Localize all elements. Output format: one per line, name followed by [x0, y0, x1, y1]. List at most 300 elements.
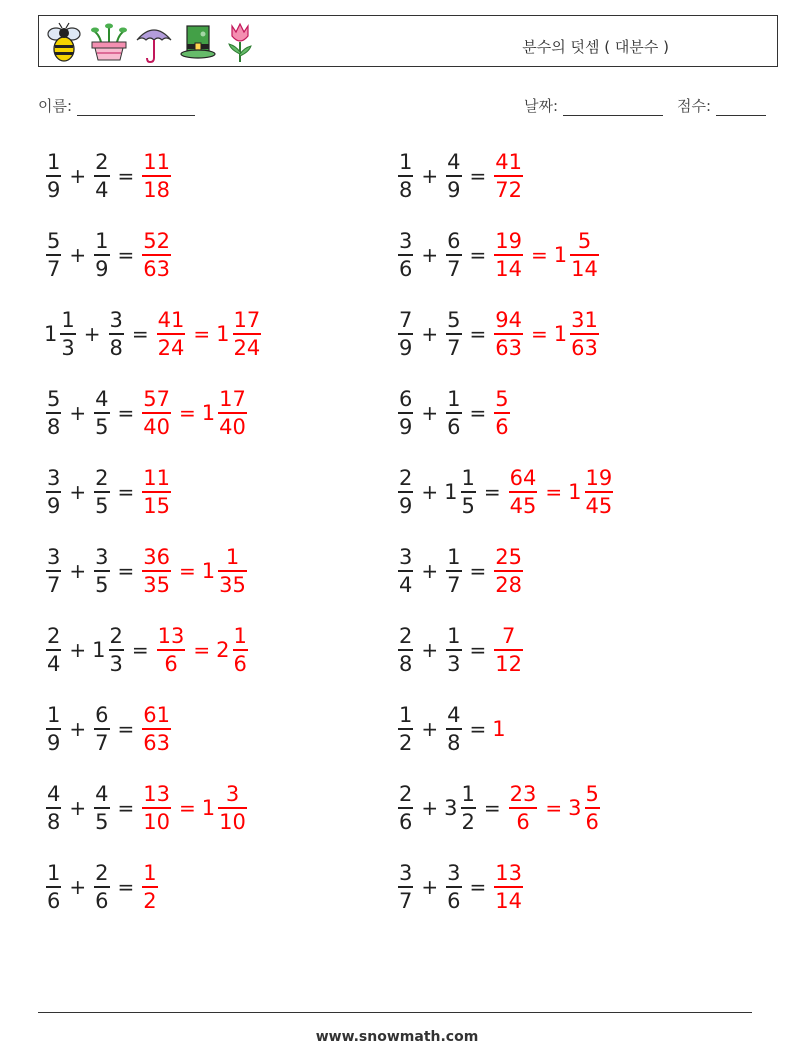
mixed-number	[44, 467, 63, 517]
fraction	[570, 309, 599, 359]
fraction	[398, 230, 413, 280]
numerator: 6	[399, 387, 413, 412]
equals-sign: =	[469, 717, 487, 741]
fraction-bar	[509, 807, 538, 809]
fraction-bar	[46, 649, 61, 651]
fraction	[446, 862, 461, 912]
score-field	[677, 95, 766, 116]
answer	[492, 309, 601, 359]
mixed-number	[396, 151, 415, 201]
plus-sign: +	[69, 875, 87, 899]
equals-sign: =	[117, 401, 135, 425]
mixed-number	[44, 862, 63, 912]
problems-column-right	[396, 146, 615, 936]
fraction-bar	[142, 491, 171, 493]
denominator: 6	[47, 888, 61, 913]
denominator: 7	[447, 335, 461, 360]
fraction	[461, 467, 476, 517]
equals-sign: =	[469, 559, 487, 583]
date-label: 날짜:	[524, 97, 559, 115]
fraction	[46, 546, 61, 596]
answer	[140, 862, 159, 912]
fraction	[446, 151, 461, 201]
mixed-number	[507, 783, 540, 833]
denominator: 8	[399, 177, 413, 202]
denominator: 3	[109, 651, 123, 676]
problem-row	[396, 699, 615, 778]
fraction-bar	[94, 807, 109, 809]
fraction-bar	[109, 649, 124, 651]
denominator: 24	[157, 335, 185, 360]
denominator: 6	[233, 651, 247, 676]
fraction	[494, 388, 509, 438]
mixed-number	[444, 783, 478, 833]
equals-sign: =	[531, 322, 548, 346]
plus-sign: +	[421, 322, 439, 346]
plus-sign: +	[69, 796, 87, 820]
fraction-bar	[398, 175, 413, 177]
numerator: 4	[47, 782, 61, 807]
mixed-number	[155, 625, 188, 675]
mixed-number	[492, 862, 525, 912]
numerator: 1	[399, 150, 413, 175]
problem-row	[396, 541, 615, 620]
answer	[155, 309, 264, 359]
mixed-number	[507, 467, 540, 517]
fraction	[94, 546, 109, 596]
whole-part: 1	[492, 717, 506, 741]
numerator: 6	[447, 229, 461, 254]
equals-sign: =	[131, 322, 149, 346]
denominator: 9	[399, 414, 413, 439]
problem-row	[396, 857, 615, 936]
denominator: 4	[95, 177, 109, 202]
numerator: 2	[399, 466, 413, 491]
fraction	[142, 783, 171, 833]
score-blank	[716, 99, 766, 116]
fraction	[446, 230, 461, 280]
score-label: 점수:	[677, 97, 712, 115]
mixed-number	[44, 704, 63, 754]
problem-expression	[44, 462, 173, 522]
fraction	[218, 783, 247, 833]
denominator: 6	[399, 256, 413, 281]
denominator: 9	[399, 493, 413, 518]
plus-sign: +	[69, 638, 87, 662]
plus-sign: +	[421, 717, 439, 741]
whole-part: 1	[444, 480, 458, 504]
fraction-bar	[233, 649, 248, 651]
numerator: 3	[109, 308, 123, 333]
fraction	[398, 625, 413, 675]
plus-sign: +	[69, 717, 87, 741]
mixed-number	[396, 783, 415, 833]
problem-expression	[44, 541, 249, 601]
mixed-number	[396, 862, 415, 912]
numerator: 19	[585, 466, 613, 491]
plant-pot-icon	[89, 20, 129, 64]
fraction-bar	[142, 254, 171, 256]
equals-sign: =	[131, 638, 149, 662]
answer	[492, 546, 525, 596]
numerator: 4	[447, 703, 461, 728]
denominator: 6	[164, 651, 178, 676]
mixed-number	[107, 309, 126, 359]
problem-row	[44, 146, 263, 225]
numerator: 5	[447, 308, 461, 333]
problem-expression	[44, 146, 173, 206]
fraction	[46, 151, 61, 201]
mixed-number	[92, 230, 111, 280]
denominator: 6	[95, 888, 109, 913]
equals-sign: =	[483, 796, 501, 820]
numerator: 41	[495, 150, 523, 175]
equals-sign: =	[117, 243, 135, 267]
answer	[140, 783, 249, 833]
mixed-number	[216, 309, 263, 359]
problem-expression	[396, 304, 601, 364]
numerator: 1	[461, 466, 475, 491]
date-blank	[563, 99, 663, 116]
answer	[507, 783, 602, 833]
equals-sign: =	[545, 480, 563, 504]
numerator: 11	[143, 150, 171, 175]
mixed-number	[92, 467, 111, 517]
mixed-number	[444, 151, 463, 201]
numerator: 1	[143, 861, 157, 886]
mixed-number	[202, 388, 249, 438]
answer	[140, 546, 249, 596]
problem-row	[44, 699, 263, 778]
fraction-bar	[142, 175, 171, 177]
fraction-bar	[494, 254, 523, 256]
problem-expression	[396, 857, 525, 917]
mixed-number	[202, 546, 249, 596]
denominator: 40	[219, 414, 246, 439]
fraction-bar	[142, 886, 157, 888]
mixed-number	[92, 783, 111, 833]
problem-row	[44, 541, 263, 620]
fraction-bar	[494, 333, 523, 335]
whole-part: 1	[553, 243, 568, 267]
denominator: 63	[495, 335, 523, 360]
fraction-bar	[446, 412, 461, 414]
fraction	[109, 625, 124, 675]
mixed-number	[444, 625, 463, 675]
fraction	[94, 230, 109, 280]
whole-part: 1	[201, 401, 216, 425]
fraction	[157, 625, 186, 675]
fraction	[60, 309, 75, 359]
fraction	[494, 309, 523, 359]
plus-sign: +	[69, 243, 87, 267]
fraction	[94, 467, 109, 517]
fraction	[233, 309, 262, 359]
fraction-bar	[157, 333, 186, 335]
problem-row	[44, 225, 263, 304]
denominator: 9	[47, 730, 61, 755]
fraction	[46, 467, 61, 517]
numerator: 41	[157, 308, 185, 333]
fraction-bar	[94, 254, 109, 256]
denominator: 15	[143, 493, 171, 518]
mixed-number	[492, 388, 511, 438]
fraction-bar	[494, 175, 523, 177]
fraction-bar	[60, 333, 75, 335]
fraction-bar	[398, 649, 413, 651]
problem-row	[396, 304, 615, 383]
numerator: 11	[143, 466, 171, 491]
whole-part: 3	[568, 796, 582, 820]
fraction	[398, 783, 413, 833]
denominator: 3	[61, 335, 75, 360]
whole-part: 1	[201, 559, 216, 583]
numerator: 7	[399, 308, 413, 333]
numerator: 2	[399, 782, 413, 807]
numerator: 23	[509, 782, 537, 807]
denominator: 5	[95, 809, 109, 834]
mixed-number	[140, 704, 173, 754]
mixed-number	[140, 783, 173, 833]
fraction-bar	[398, 491, 413, 493]
mixed-number	[554, 230, 601, 280]
denominator: 72	[495, 177, 523, 202]
mixed-number	[140, 862, 159, 912]
problem-expression	[396, 146, 525, 206]
fraction-bar	[398, 728, 413, 730]
problem-expression	[44, 225, 173, 285]
numerator: 3	[95, 545, 109, 570]
fraction-bar	[398, 254, 413, 256]
numerator: 2	[95, 861, 109, 886]
problem-expression	[396, 620, 525, 680]
fraction	[446, 704, 461, 754]
numerator: 17	[219, 387, 246, 412]
fraction-bar	[446, 886, 461, 888]
numerator: 3	[225, 782, 240, 807]
fraction-bar	[446, 254, 461, 256]
denominator: 2	[461, 809, 475, 834]
fraction-bar	[446, 728, 461, 730]
plus-sign: +	[421, 480, 439, 504]
denominator: 14	[495, 256, 523, 281]
problem-row	[44, 383, 263, 462]
footer-divider	[38, 1012, 752, 1013]
numerator: 3	[399, 545, 413, 570]
fraction	[142, 546, 171, 596]
answer	[492, 388, 511, 438]
problem-expression	[396, 541, 525, 601]
denominator: 6	[516, 809, 530, 834]
problem-row	[396, 778, 615, 857]
answer	[140, 388, 249, 438]
fraction-bar	[233, 333, 262, 335]
problems-column-left	[44, 146, 263, 936]
equals-sign: =	[469, 243, 487, 267]
mixed-number	[492, 546, 525, 596]
plus-sign: +	[421, 243, 439, 267]
fraction-bar	[94, 570, 109, 572]
mixed-number	[140, 388, 173, 438]
equals-sign: =	[469, 638, 487, 662]
numerator: 6	[95, 703, 109, 728]
equals-sign: =	[469, 322, 487, 346]
numerator: 13	[157, 624, 185, 649]
denominator: 35	[219, 572, 246, 597]
fraction-bar	[46, 886, 61, 888]
fraction-bar	[570, 254, 599, 256]
denominator: 9	[47, 493, 61, 518]
plus-sign: +	[421, 164, 439, 188]
denominator: 40	[143, 414, 171, 439]
numerator: 3	[447, 861, 461, 886]
mixed-number	[140, 230, 173, 280]
whole-part: 2	[216, 638, 230, 662]
fraction	[398, 388, 413, 438]
fraction	[94, 704, 109, 754]
denominator: 5	[95, 572, 109, 597]
denominator: 18	[143, 177, 171, 202]
numerator: 1	[47, 861, 61, 886]
mixed-number	[140, 467, 173, 517]
equals-sign: =	[193, 638, 211, 662]
whole-part: 1	[44, 322, 58, 346]
fraction	[218, 546, 247, 596]
equals-sign: =	[117, 559, 135, 583]
fraction	[461, 783, 476, 833]
numerator: 4	[95, 387, 109, 412]
numerator: 3	[399, 229, 413, 254]
problem-row	[44, 620, 263, 699]
answer	[492, 625, 525, 675]
numerator: 1	[399, 703, 413, 728]
fraction-bar	[94, 728, 109, 730]
equals-sign: =	[117, 480, 135, 504]
fraction-bar	[446, 333, 461, 335]
fraction	[398, 309, 413, 359]
plus-sign: +	[69, 480, 87, 504]
fraction	[398, 704, 413, 754]
fraction	[570, 230, 599, 280]
mixed-number	[554, 309, 601, 359]
equals-sign: =	[531, 243, 548, 267]
mixed-number	[396, 388, 415, 438]
equals-sign: =	[179, 796, 196, 820]
fraction-bar	[142, 807, 171, 809]
numerator: 7	[501, 624, 516, 649]
fraction-bar	[398, 886, 413, 888]
equals-sign: =	[469, 164, 487, 188]
mixed-number	[44, 625, 63, 675]
numerator: 13	[143, 782, 171, 807]
whole-part: 1	[92, 638, 106, 662]
mixed-number	[92, 862, 111, 912]
denominator: 7	[447, 572, 461, 597]
equals-sign: =	[179, 559, 196, 583]
fraction-bar	[109, 333, 124, 335]
answer	[492, 151, 525, 201]
problem-row	[44, 462, 263, 541]
numerator: 3	[399, 861, 413, 886]
whole-part: 1	[216, 322, 230, 346]
numerator: 94	[495, 308, 523, 333]
fraction-bar	[46, 254, 61, 256]
problem-expression	[44, 778, 249, 838]
fraction-bar	[494, 886, 523, 888]
fraction-bar	[494, 412, 509, 414]
fraction	[142, 230, 171, 280]
fraction-bar	[94, 886, 109, 888]
fraction-bar	[94, 412, 109, 414]
denominator: 6	[495, 414, 509, 439]
fraction-bar	[398, 570, 413, 572]
numerator: 2	[95, 466, 109, 491]
fraction	[494, 546, 523, 596]
numerator: 64	[509, 466, 537, 491]
fraction	[46, 230, 61, 280]
plus-sign: +	[421, 796, 439, 820]
fraction	[585, 783, 600, 833]
answer	[492, 862, 525, 912]
mixed-number	[44, 309, 78, 359]
hat-icon	[179, 20, 217, 64]
fraction-bar	[494, 649, 523, 651]
fraction	[94, 783, 109, 833]
denominator: 4	[399, 572, 413, 597]
numerator: 1	[47, 150, 61, 175]
numerator: 2	[109, 624, 123, 649]
fraction-bar	[398, 807, 413, 809]
fraction	[46, 625, 61, 675]
fraction	[494, 625, 523, 675]
fraction-bar	[446, 175, 461, 177]
fraction	[94, 388, 109, 438]
fraction-bar	[461, 491, 476, 493]
answer	[140, 467, 173, 517]
equals-sign: =	[483, 480, 501, 504]
fraction-bar	[94, 491, 109, 493]
denominator: 5	[461, 493, 475, 518]
denominator: 63	[143, 256, 171, 281]
denominator: 6	[447, 888, 461, 913]
whole-part: 1	[201, 796, 216, 820]
fraction-bar	[446, 649, 461, 651]
equals-sign: =	[179, 401, 196, 425]
denominator: 9	[447, 177, 461, 202]
fraction-bar	[570, 333, 599, 335]
fraction	[142, 862, 157, 912]
equals-sign: =	[117, 164, 135, 188]
denominator: 7	[399, 888, 413, 913]
denominator: 10	[219, 809, 246, 834]
numerator: 61	[143, 703, 171, 728]
fraction-bar	[46, 175, 61, 177]
numerator: 36	[143, 545, 171, 570]
denominator: 45	[509, 493, 537, 518]
mixed-number	[92, 388, 111, 438]
denominator: 45	[585, 493, 613, 518]
worksheet-title: 분수의 덧셈 ( 대분수 )	[522, 38, 669, 56]
fraction-bar	[46, 570, 61, 572]
worksheet-header	[38, 15, 778, 67]
fraction	[494, 230, 523, 280]
mixed-number	[444, 230, 463, 280]
fraction	[218, 388, 247, 438]
mixed-number	[444, 467, 478, 517]
numerator: 5	[47, 229, 61, 254]
fraction	[233, 625, 248, 675]
denominator: 8	[47, 809, 61, 834]
